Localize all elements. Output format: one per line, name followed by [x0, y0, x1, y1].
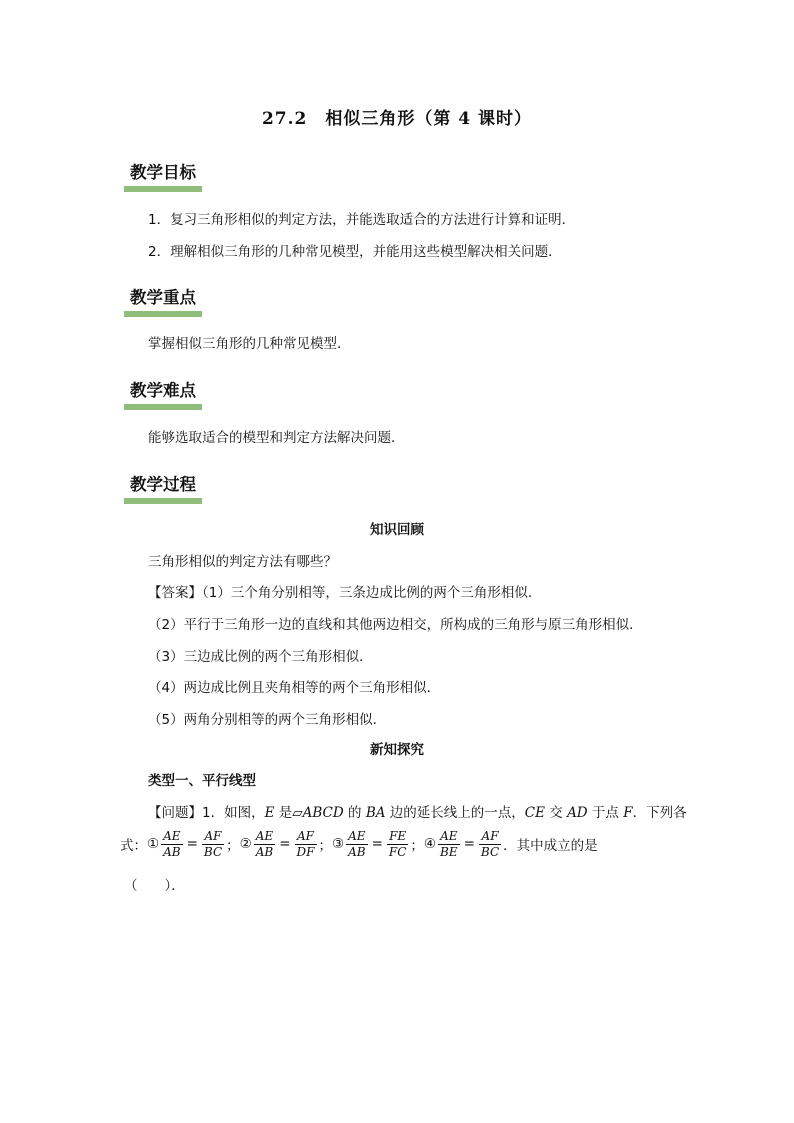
equals-sign: =	[186, 836, 198, 852]
fraction	[387, 829, 409, 860]
numerator: AF	[479, 829, 501, 845]
problem-text: 于点	[587, 805, 624, 821]
review-answer-3: （3）三边成比例的两个三角形相似．	[148, 649, 373, 665]
fraction	[161, 829, 182, 860]
heading-goals: 教学目标	[124, 160, 202, 192]
equals-sign: =	[463, 836, 475, 852]
heading-process: 教学过程	[124, 472, 202, 504]
problem-text: 边的延长线上的一点，	[385, 805, 525, 821]
problem-line-2	[120, 826, 598, 862]
denominator: AB	[348, 844, 366, 859]
denominator: DF	[296, 844, 315, 859]
numerator: FE	[387, 829, 409, 845]
problem-text: 式：	[120, 838, 147, 854]
numerator: AE	[254, 829, 275, 845]
fraction	[346, 829, 367, 860]
fraction	[254, 829, 275, 860]
choice-4-marker: ④	[423, 836, 437, 852]
key-text: 掌握相似三角形的几种常见模型．	[148, 336, 351, 352]
problem-line-1	[148, 801, 687, 821]
segment-ad: AD	[567, 805, 588, 821]
problem-text: ．下列各	[632, 805, 687, 821]
problem-text: 的	[343, 805, 366, 821]
difficult-text: 能够选取适合的模型和判定方法解决问题．	[148, 430, 405, 446]
equals-sign: =	[279, 836, 291, 852]
type-heading: 类型一、平行线型	[148, 773, 256, 789]
numerator: AF	[295, 829, 317, 845]
review-answer-4: （4）两边成比例且夹角相等的两个三角形相似．	[148, 680, 441, 696]
review-answer-1: 【答案】（1）三个角分别相等，三条边成比例的两个三角形相似．	[148, 585, 542, 601]
review-subtitle: 知识回顾	[370, 522, 424, 538]
heading-difficult: 教学难点	[124, 378, 202, 410]
denominator: BC	[203, 844, 223, 859]
choice-1-marker: ①	[147, 836, 160, 852]
separator: ；	[318, 838, 332, 854]
review-question: 三角形相似的判定方法有哪些？	[148, 554, 337, 570]
answer-blank: （ ）．	[124, 878, 185, 894]
point-f: F	[623, 805, 633, 821]
separator: ；	[410, 838, 424, 854]
review-answer-2: （2）平行于三角形一边的直线和其他两边相交，所构成的三角形与原三角形相似．	[148, 617, 643, 633]
problem-text: 交	[544, 805, 568, 821]
parallelogram-abcd: ▱ABCD	[292, 805, 344, 821]
page-title: 27.2 相似三角形（第 4 课时）	[261, 109, 533, 129]
problem-text: 是	[274, 805, 293, 821]
denominator: BE	[440, 844, 458, 859]
problem-tail: ．其中成立的是	[503, 838, 598, 854]
review-answer-5: （5）两角分别相等的两个三角形相似．	[148, 712, 387, 728]
choice-3-marker: ③	[332, 836, 345, 852]
heading-key: 教学重点	[124, 285, 202, 317]
segment-ba: BA	[365, 805, 386, 821]
fraction	[479, 829, 501, 860]
goal-item-2: 2．理解相似三角形的几种常见模型，并能用这些模型解决相关问题．	[148, 244, 562, 260]
explore-subtitle: 新知探究	[370, 742, 424, 758]
goal-item-1: 1．复习三角形相似的判定方法，并能选取适合的方法进行计算和证明．	[148, 212, 576, 228]
point-e: E	[264, 805, 275, 821]
denominator: FC	[388, 844, 407, 859]
denominator: AB	[163, 844, 181, 859]
segment-ce: CE	[524, 805, 545, 821]
denominator: AB	[255, 844, 274, 859]
fraction	[202, 829, 224, 860]
fraction	[295, 829, 317, 860]
numerator: AE	[438, 829, 460, 845]
separator: ；	[226, 838, 240, 854]
numerator: AE	[346, 829, 367, 845]
equals-sign: =	[371, 836, 383, 852]
choice-2-marker: ②	[239, 836, 252, 852]
numerator: AF	[202, 829, 224, 845]
problem-prefix: 【问题】1．如图，	[148, 805, 265, 821]
fraction	[438, 829, 460, 860]
numerator: AE	[161, 829, 182, 845]
denominator: BC	[480, 844, 500, 859]
